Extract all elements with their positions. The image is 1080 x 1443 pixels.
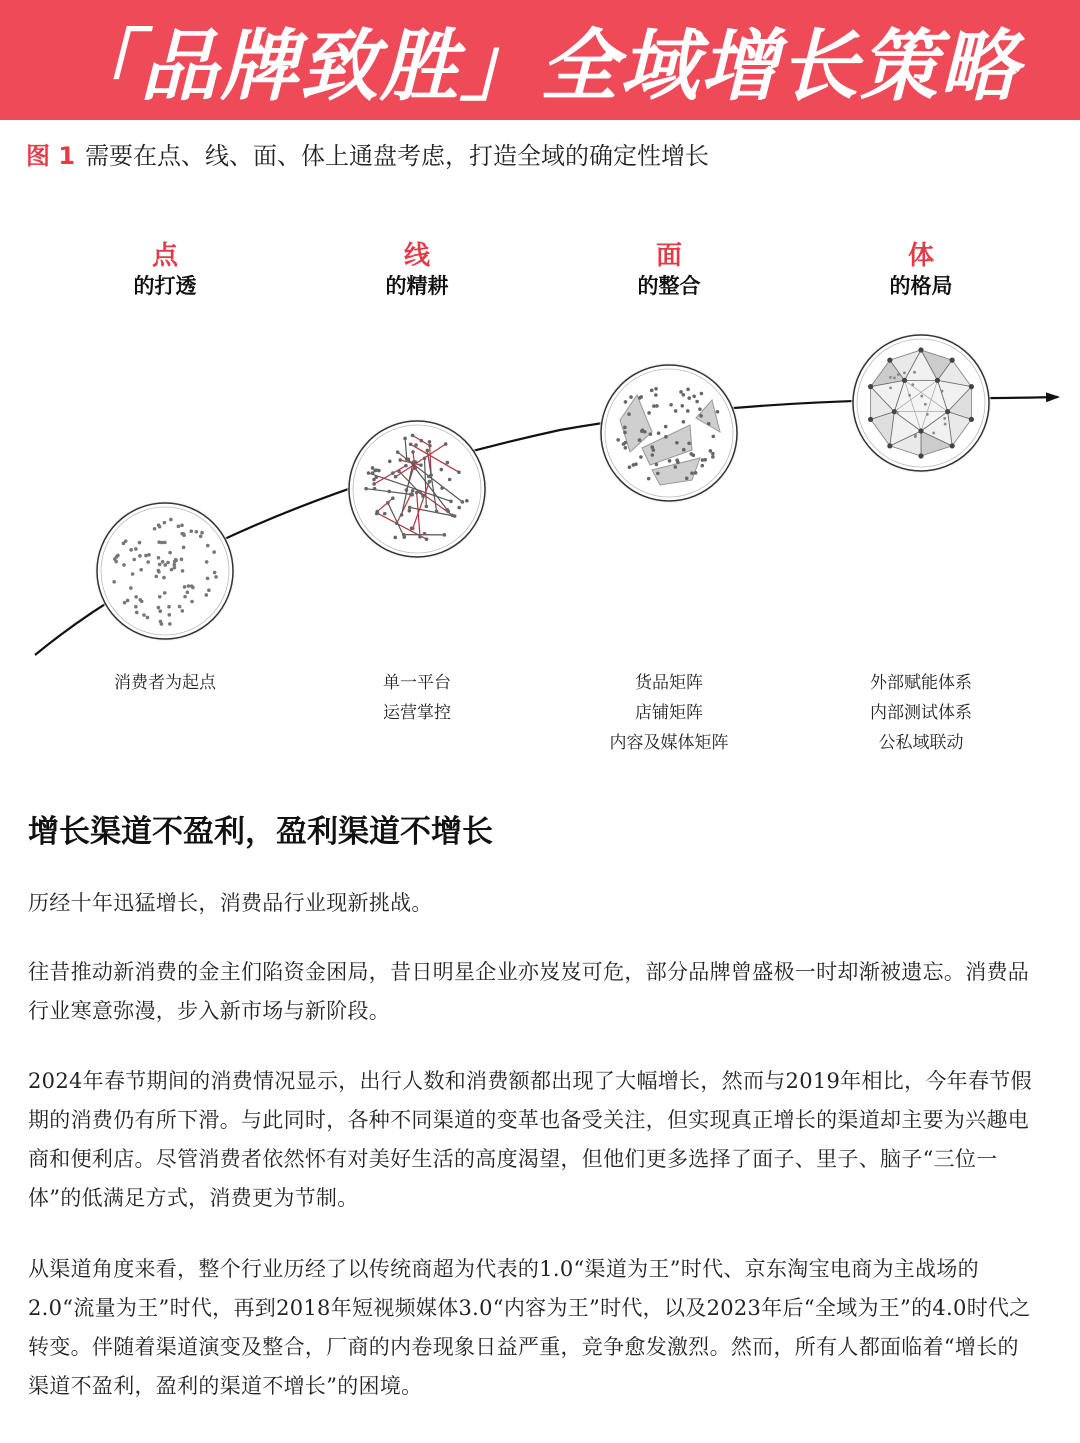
figure-label: 图 1 xyxy=(26,142,76,170)
stage-key: 体 xyxy=(907,241,934,271)
stage-key: 线 xyxy=(403,241,430,271)
paragraph-3: 2024年春节期间的消费情况显示，出行人数和消费额都出现了大幅增长，然而与2019年相比，今年春节假期的消费仍有所下滑。与此同时，各种不同渠道的变革也备受关注，但实现真正增长的渠道却主要为兴趣电商和便利店。尽管消费者依然怀有对美好生活的高度渴望，但他们更多选择了面子、里子、脑子“三位一体”的低满足方式，消费更为节制。 xyxy=(28,1069,1032,1210)
desc-line: 消费者为起点 xyxy=(114,673,216,693)
desc-line: 店铺矩阵 xyxy=(635,703,703,723)
desc-line: 单一平台 xyxy=(383,673,451,693)
stage-desc-point xyxy=(55,668,275,698)
sphere-circle xyxy=(851,333,991,473)
stage-desc-plane xyxy=(559,668,779,758)
point-circle xyxy=(95,501,235,641)
stage-plane xyxy=(559,240,779,300)
stage-sub: 的精耕 xyxy=(385,274,449,298)
stage-line xyxy=(307,240,527,300)
stage-body xyxy=(811,240,1031,300)
paragraph-2: 往昔推动新消费的金主们陷资金困局，昔日明星企业亦岌岌可危，部分品牌曾盛极一时却渐被遗忘。消费品行业寒意弥漫，步入新市场与新阶段。 xyxy=(28,960,1030,1023)
plane-circle xyxy=(599,363,739,503)
paragraph-4: 从渠道角度来看，整个行业历经了以传统商超为代表的1.0“渠道为王”时代、京东淘宝电商为主战场的2.0“流量为王”时代，再到2018年短视频媒体3.0“内容为王”时代，以及2023年后“全域为王”的4.0时代之转变。伴随着渠道演变及整合，厂商的内卷现象日益严重，竞争愈发激烈。然而，所有人都面临着“增长的渠道不盈利，盈利的渠道不增长”的困境。 xyxy=(28,1257,1031,1398)
stage-key: 点 xyxy=(151,241,178,271)
stage-key: 面 xyxy=(655,241,682,271)
stage-desc-body xyxy=(811,668,1031,758)
line-circle xyxy=(347,419,487,559)
desc-line: 货品矩阵 xyxy=(635,673,703,693)
figure-caption-text: 需要在点、线、面、体上通盘考虑，打造全域的确定性增长 xyxy=(85,142,710,170)
stage-sub: 的打透 xyxy=(133,274,197,298)
stage-sub: 的格局 xyxy=(889,274,953,298)
banner-title: 「品牌致胜」全域增长策略 xyxy=(59,22,1020,112)
desc-line: 公私域联动 xyxy=(878,733,964,753)
desc-line: 内容及媒体矩阵 xyxy=(609,733,729,753)
desc-line: 运营掌控 xyxy=(383,703,451,723)
desc-line: 内部测试体系 xyxy=(870,703,972,723)
stage-desc-line xyxy=(307,668,527,728)
section-heading: 增长渠道不盈利，盈利渠道不增长 xyxy=(28,814,493,850)
stage-point xyxy=(55,240,275,300)
stage-sub: 的整合 xyxy=(637,274,701,298)
desc-line: 外部赋能体系 xyxy=(870,673,972,693)
paragraph-1: 历经十年迅猛增长，消费品行业现新挑战。 xyxy=(28,891,433,915)
